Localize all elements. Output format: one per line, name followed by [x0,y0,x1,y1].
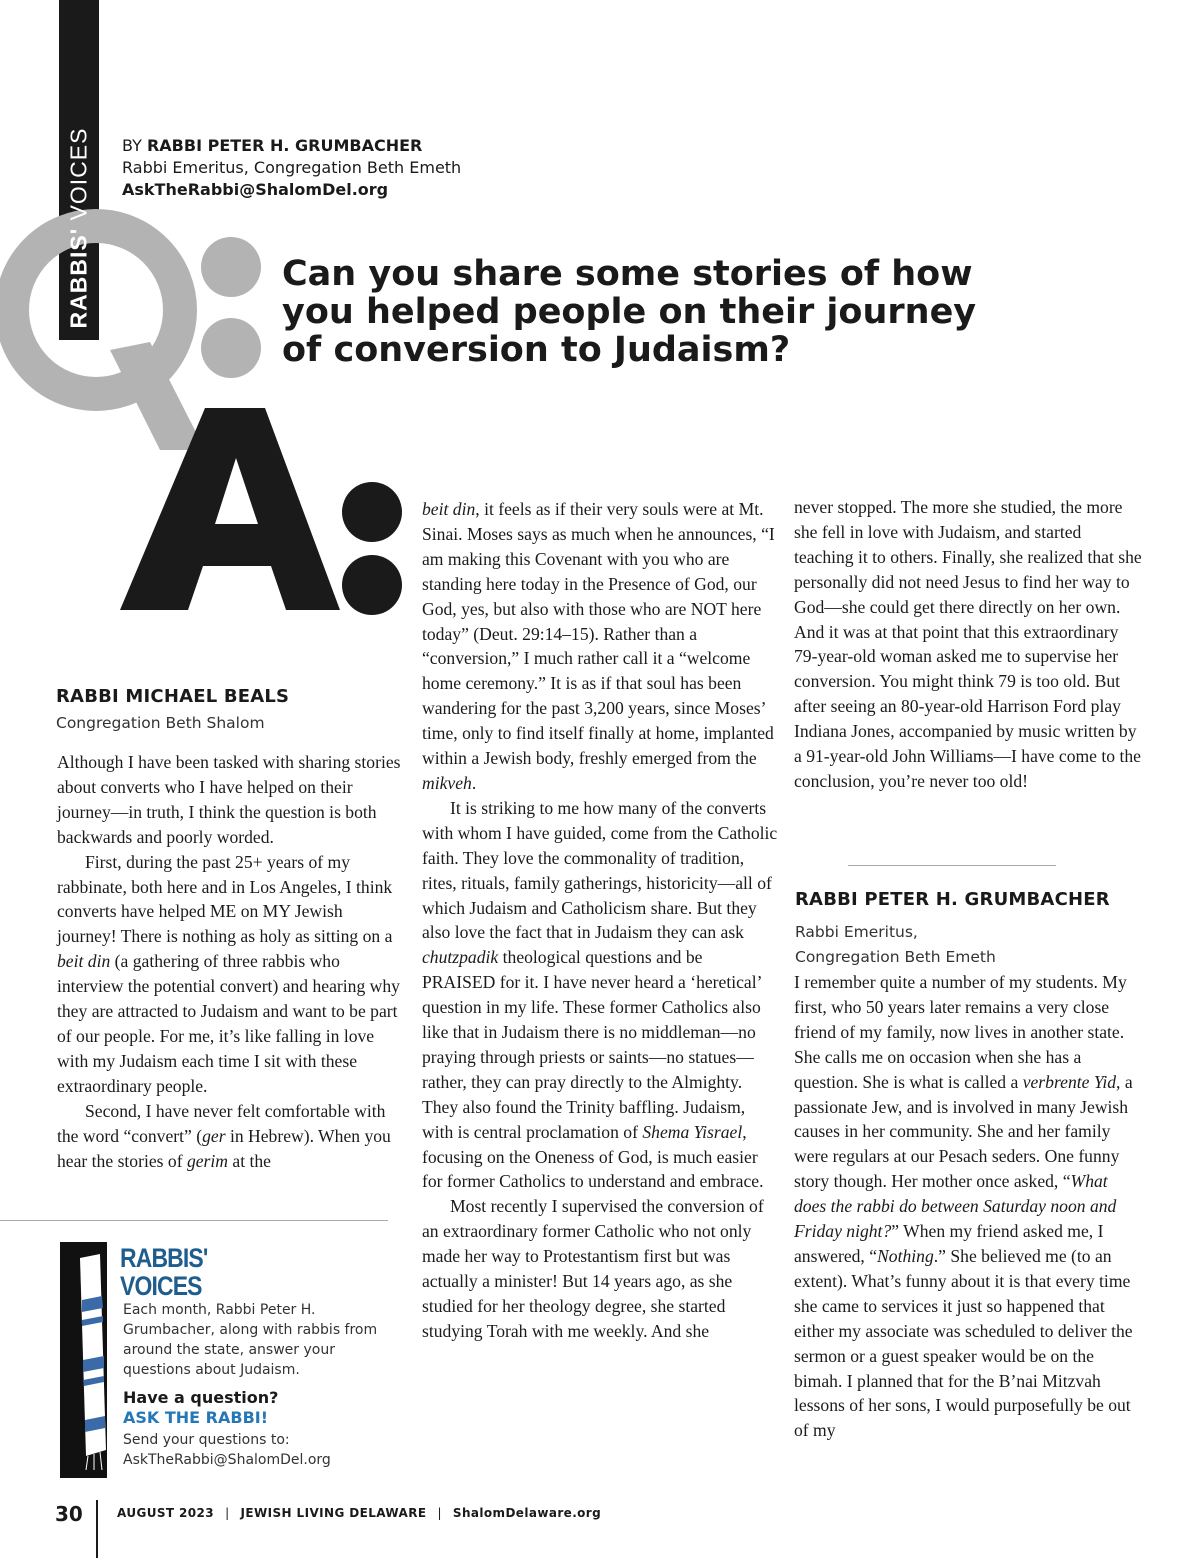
paragraph: First, during the past 25+ years of my rabbinate, both here and in Los Angeles, I think converts have helped ME on MY Jewish journey! There is nothing as holy as sitting on a beit din (a gathering of three rabbis who interview the potential convert) and hearing why they are attracted to Judaism and want to be part of our people. For me, it’s like falling in love with my Judaism each time I sit with these extraordinary people. [57,851,400,1096]
promo-title: RABBIS' VOICES [120,1243,208,1301]
promo-email-link[interactable]: AskTheRabbi@ShalomDel.org [123,1452,331,1468]
paragraph: Most recently I supervised the conversion of an extraordinary former Catholic who not only made her way to Protestantism first but was actually a minister! But 14 years ago, as she studied for her theology degree, she started studying Torah with me weekly. And she [422,1196,764,1341]
paragraph: It is striking to me how many of the converts with whom I have guided, come from the Catholic faith. They love the commonality of tradition, rites, rituals, family gatherings, historicity—all of which Judaism and Catholicism share. But they also love the fact that in Judaism they can ask chutzpadik theological questions and be PRAISED for it. I have never heard a ‘heretical’ question in my life. These former Catholics also like that in Judaism there is no middleman—no praying through priests or saints—no statues—rather, they can pray directly to the Almighty. They also found the Trinity baffling. Judaism, with is central proclamation of Shema Yisrael, focusing on the Oneness of God, is much easier for former Catholics to understand and embrace. [422,797,778,1192]
paragraph: Although I have been tasked with sharing stories about converts who I have helped on their journey—in truth, I think the question is both backwards and poorly worded. [57,752,401,847]
footer-issue: AUGUST 2023 [117,1506,215,1520]
rabbi-congregation-grumbacher: Congregation Beth Emeth [795,948,996,966]
paragraph: Second, I have never felt comfortable with the word “convert” (ger in Hebrew). When you hear the stories of gerim at the [57,1100,391,1171]
a-letter-graphic [90,400,420,630]
tallit-icon [70,1250,114,1470]
promo-description: Each month, Rabbi Peter H. Grumbacher, along with rabbis from around the state, answer your questions about Judaism. [123,1302,378,1378]
page-number: 30 [55,1502,83,1526]
article-column-2 [422,497,780,1344]
footer-website[interactable]: ShalomDelaware.org [452,1506,602,1520]
page-footer [0,1500,1200,1558]
question-headline: Can you share some stories of how you helped people on their journey of conversion to Judaism? [282,254,977,370]
rabbi-role-grumbacher: Rabbi Emeritus, [795,923,918,941]
footer-divider [96,1500,98,1558]
footer-meta: AUGUST 2023 | JEWISH LIVING DELAWARE | ShalomDelaware.org [117,1506,602,1520]
article-column-1 [57,750,403,1173]
byline-role: Rabbi Emeritus, Congregation Beth Emeth [122,158,462,177]
rabbi-name-grumbacher: RABBI PETER H. GRUMBACHER [795,889,1110,910]
promo-divider [0,1220,388,1221]
paragraph: never stopped. The more she studied, the more she fell in love with Judaism, and started teaching it to others. Finally, she realized that she personally did not need Jesus to find her way to God—she could get there directly on her own. And it was at that point that this extraordinary 79-year-old woman asked me to supervise her conversion. You might think 79 is too old. But after seeing an 80-year-old Harrison Ford play Indiana Jones, accompanied by music written by a 91-year-old John Williams—I have come to the conclusion, you’re never too old! [794,497,1142,791]
paragraph: I remember quite a number of my students. My first, who 50 years later remains a very close friend of my family, now lives in another state. She calls me on occasion when she has a question. She is what is called a verbrente Yid, a passionate Jew, and is involved in many Jewish causes in her community. She and her family were regulars at our Pesach seders. One funny story though. Her mother once asked, “What does the rabbi do between Saturday noon and Friday night?” When my friend asked me, I answered, “Nothing.” She believed me (to an extent). What’s funny about it is that every time she came to services it just so happened that either my associate was scheduled to deliver the sermon or a guest speaker would be on the bimah. I planned that for the B’nai Mitzvah lessons of her sons, I would purposefully be out of my [794,972,1133,1441]
byline-email: AskTheRabbi@ShalomDel.org [122,180,389,199]
article-column-3 [794,495,1144,794]
paragraph: beit din, it feels as if their very souls were at Mt. Sinai. Moses says as much when he announces, “I am making this Covenant with you who are standing here today in the Presence of God, our God, yes, but also with those who are NOT here today” (Deut. 29:14–15). Rather than a “conversion,” I much rather call it a “welcome home ceremony.” It is as if that soul has been wandering for the past 3,200 years, since Moses’ time, only to find itself finally at home, implanted within a Jewish body, freshly emerged from the mikveh. [422,499,775,793]
section-divider [848,865,1056,866]
byline: BY RABBI PETER H. GRUMBACHER Rabbi Emeritus, Congregation Beth Emeth AskTheRabbi@ShalomDel.org [122,136,462,199]
promo-send-info: Send your questions to: AskTheRabbi@ShalomDel.org [123,1432,331,1468]
section-label: RABBIS' VOICES [65,127,92,329]
rabbi-name-beals: RABBI MICHAEL BEALS [56,686,290,707]
footer-publication: JEWISH LIVING DELAWARE [240,1506,427,1520]
ask-the-rabbi-cta[interactable]: ASK THE RABBI! [123,1408,269,1427]
article-column-3-continued [794,970,1144,1443]
byline-author: RABBI PETER H. GRUMBACHER [146,136,423,155]
rabbi-congregation-beals: Congregation Beth Shalom [56,714,265,732]
promo-question: Have a question? [123,1388,279,1407]
